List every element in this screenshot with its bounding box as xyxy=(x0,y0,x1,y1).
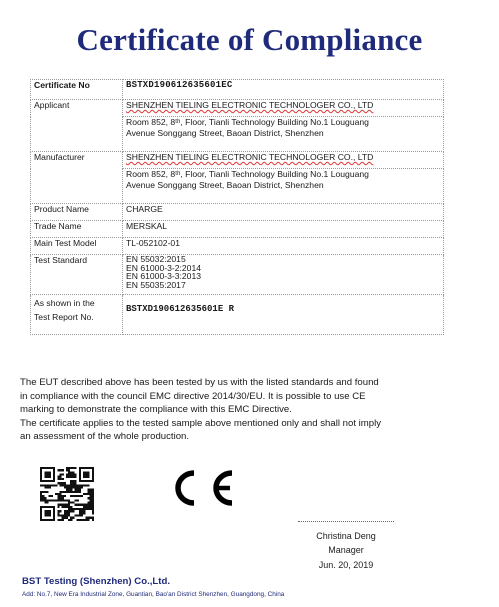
test-standard-label: Test Standard xyxy=(31,255,123,295)
manufacturer-address xyxy=(123,169,444,204)
applicant-address xyxy=(123,117,444,152)
certificate-details-table xyxy=(30,79,444,335)
company-address: Add: No.7, New Era Industrial Zone, Guantian, Bao'an District Shenzhen, Guangdong, China xyxy=(22,591,285,598)
test-report-label-line2: Test Report No. xyxy=(34,312,94,322)
statement-line: marking to demonstrate the compliance with this EMC Directive. xyxy=(20,404,292,416)
test-standard-item: EN 55032:2015 xyxy=(126,254,186,264)
compliance-statement xyxy=(20,376,480,444)
certificate-no-value: BSTXD190612635601EC xyxy=(123,80,444,100)
table-row-certificate-no xyxy=(31,80,444,100)
test-standard-item: EN 61000-3-2:2014 xyxy=(126,262,202,273)
table-row-applicant xyxy=(31,100,444,117)
ce-mark-icon xyxy=(160,468,236,508)
table-row-test-report xyxy=(31,295,444,335)
applicant-address-line2: Avenue Songgang Street, Baoan District, Shenzhen xyxy=(126,128,324,139)
manufacturer-name: SHENZHEN TIELING ELECTRONIC TECHNOLOGER CO., LTD xyxy=(126,152,374,162)
certificate-no-label: Certificate No xyxy=(31,80,123,100)
statement-line: an assessment of the whole production. xyxy=(20,431,190,443)
applicant-name: SHENZHEN TIELING ELECTRONIC TECHNOLOGER CO., LTD xyxy=(126,100,374,110)
manufacturer-address-line2: Avenue Songgang Street, Baoan District, Shenzhen xyxy=(126,180,324,191)
statement-line: The EUT described above has been tested by us with the listed standards and found xyxy=(20,377,379,388)
manufacturer-address-line1: Room 852, 8ᵗʰ, Floor, Tianli Technology Building No.1 Louguang xyxy=(126,169,369,179)
signatory-name: Christina Deng xyxy=(316,531,376,541)
test-standard-item: EN 61000-3-3:2013 xyxy=(126,271,202,282)
manufacturer-label: Manufacturer xyxy=(31,152,123,204)
applicant-label: Applicant xyxy=(31,100,123,152)
main-test-model-label: Main Test Model xyxy=(31,238,123,255)
test-report-label-line1: As shown in the xyxy=(34,298,95,308)
product-name-label: Product Name xyxy=(31,204,123,221)
qr-code xyxy=(40,467,94,521)
signature-date: Jun. 20, 2019 xyxy=(318,560,374,570)
statement-line: in compliance with the council EMC directive 2014/30/EU. It is possible to use CE xyxy=(20,390,366,402)
test-report-label xyxy=(31,295,123,335)
statement-line: The certificate applies to the tested sample above mentioned only and shall not imply xyxy=(20,417,382,429)
table-row-product-name xyxy=(31,204,444,221)
test-standard-values xyxy=(123,255,444,295)
trade-name-value: MERSKAL xyxy=(123,221,444,238)
table-row-trade-name xyxy=(31,221,444,238)
table-row-main-test-model xyxy=(31,238,444,255)
test-standard-item: EN 55035:2017 xyxy=(126,279,186,290)
product-name-value: CHARGE xyxy=(123,204,444,221)
trade-name-label: Trade Name xyxy=(31,221,123,238)
main-test-model-value: TL-052102-01 xyxy=(123,238,444,255)
certificate-title: Certificate of Compliance xyxy=(76,22,423,57)
table-row-manufacturer xyxy=(31,152,444,169)
applicant-address-line1: Room 852, 8ᵗʰ, Floor, Tianli Technology Building No.1 Louguang xyxy=(126,117,369,127)
signature-line xyxy=(298,521,394,522)
table-row-test-standard xyxy=(31,255,444,295)
company-name: BST Testing (Shenzhen) Co.,Ltd. xyxy=(22,576,170,587)
test-report-value: BSTXD190612635601E R xyxy=(123,295,444,335)
signatory-role: Manager xyxy=(328,545,364,555)
